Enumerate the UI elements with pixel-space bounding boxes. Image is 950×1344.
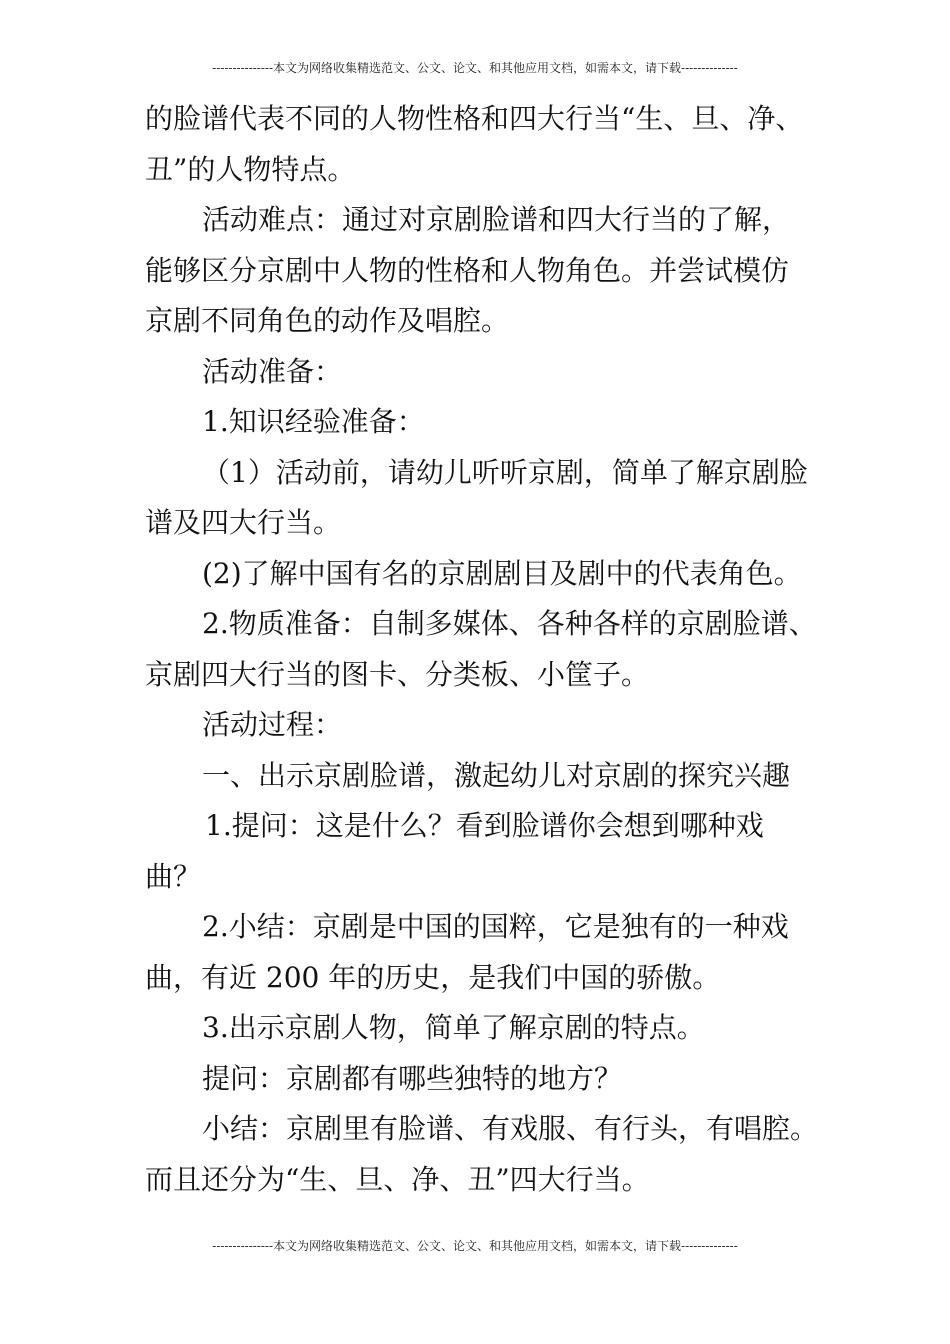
footer-banner: ---------------本文为网络收集精选范文、公文、论文、和其他应用文档，如需本文，请下载-------------- bbox=[212, 1239, 738, 1253]
text-line: 活动难点：通过对京剧脸谱和四大行当的了解， bbox=[202, 203, 791, 236]
text-line: 3.出示京剧人物，简单了解京剧的特点。 bbox=[202, 1011, 705, 1044]
text-line: 活动准备： bbox=[202, 354, 343, 388]
text-line: 能够区分京剧中人物的性格和人物角色。并尝试模仿 bbox=[145, 253, 790, 287]
text-line: 2.小结：京剧是中国的国粹，它是独有的一种戏 bbox=[202, 910, 789, 943]
text-line: 活动过程： bbox=[202, 708, 343, 741]
text-line: (2)了解中国有名的京剧剧目及剧中的代表角色。 bbox=[202, 556, 802, 590]
header-banner: ---------------本文为网络收集精选范文、公文、论文、和其他应用文档，如需本文，请下载-------------- bbox=[212, 61, 738, 75]
text-line: （1）活动前，请幼儿听听京剧，简单了解京剧脸 bbox=[202, 455, 808, 489]
text-line: 曲，有近 200 年的历史，是我们中国的骄傲。 bbox=[145, 960, 721, 994]
text-line: 一、出示京剧脸谱，激起幼儿对京剧的探究兴趣 bbox=[202, 758, 791, 792]
text-line: 而且还分为“生、旦、净、丑”四大行当。 bbox=[145, 1162, 650, 1196]
text-line: 谱及四大行当。 bbox=[145, 506, 342, 539]
text-line: 京剧四大行当的图卡、分类板、小筐子。 bbox=[145, 657, 650, 691]
text-line: 2.物质准备：自制多媒体、各种各样的京剧脸谱、 bbox=[202, 607, 817, 640]
text-line: 曲？ bbox=[145, 859, 202, 893]
text-line: 京剧不同角色的动作及唱腔。 bbox=[145, 304, 510, 337]
text-line: 1.知识经验准备： bbox=[202, 405, 425, 438]
document-body bbox=[145, 94, 835, 1205]
text-line: 提问：京剧都有哪些独特的地方？ bbox=[202, 1061, 623, 1095]
text-line: 丑”的人物特点。 bbox=[145, 152, 356, 186]
text-line: 1.提问：这是什么？看到脸谱你会想到哪种戏 bbox=[205, 809, 764, 842]
text-line: 的脸谱代表不同的人物性格和四大行当“生、旦、净、 bbox=[145, 102, 804, 135]
text-line: 小结：京剧里有脸谱、有戏服、有行头，有唱腔。 bbox=[202, 1112, 819, 1145]
